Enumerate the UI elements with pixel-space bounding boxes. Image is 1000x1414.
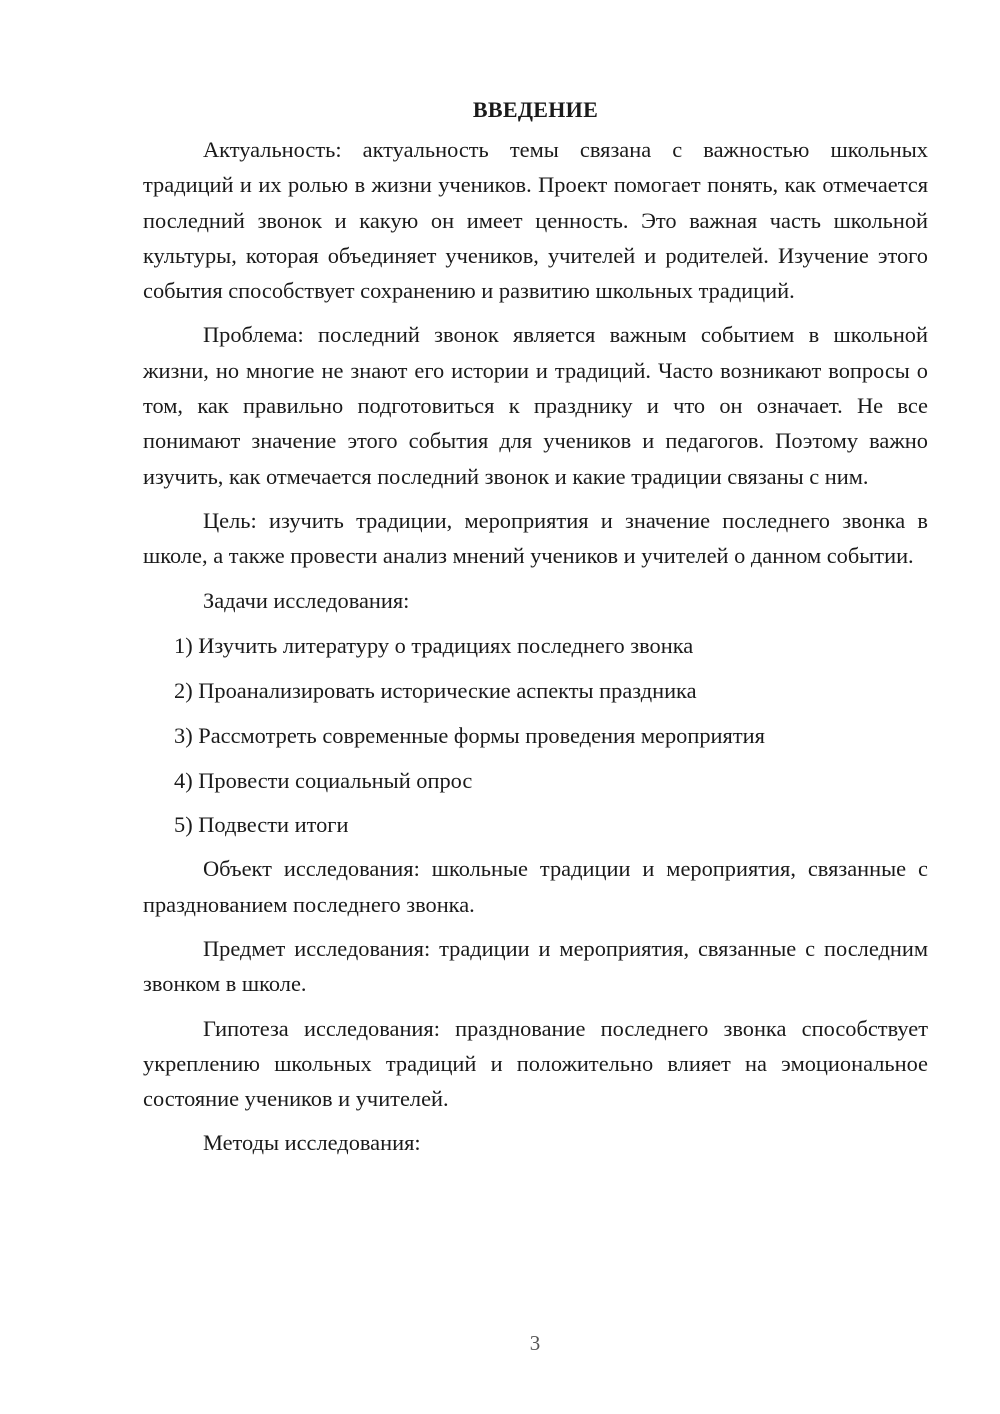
paragraph-hypothesis: Гипотеза исследования: празднование последнего звонка способствует укреплению школьных традиций и положительно влияет на эмоциональное состояние учеников и учителей. bbox=[143, 1015, 928, 1112]
list-item: 3) Рассмотреть современные формы проведения мероприятия bbox=[174, 722, 765, 748]
list-item: 5) Подвести итоги bbox=[174, 812, 349, 838]
tasks-list bbox=[143, 628, 928, 843]
paragraph-relevance: Актуальность: актуальность темы связана с важностью школьных традиций и их ролью в жизни учеников. Проект помогает понять, как отмечается последний звонок и какую он имеет ценность. Это важная часть школьной культуры, которая объединяет учеников, учителей и родителей. Изучение этого события способствует сохранению и развитию школьных традиций. bbox=[143, 137, 928, 304]
tasks-heading: Задачи исследования: bbox=[203, 587, 410, 613]
methods-heading: Методы исследования: bbox=[203, 1130, 421, 1156]
list-item: 2) Проанализировать исторические аспекты праздника bbox=[174, 677, 697, 703]
paragraph-problem: Проблема: последний звонок является важным событием в школьной жизни, но многие не знают его истории и традиций. Часто возникают вопросы о том, как правильно подготовиться к празднику и что он означает. Не все понимают значение этого события для учеников и педагогов. Поэтому важно изучить, как отмечается последний звонок и какие традиции связаны с ним. bbox=[143, 322, 928, 489]
page-title: ВВЕДЕНИЕ bbox=[472, 97, 599, 122]
paragraph-object: Объект исследования: школьные традиции и мероприятия, связанные с празднованием последнего звонка. bbox=[143, 856, 928, 917]
list-item: 1) Изучить литературу о традициях последнего звонка bbox=[174, 632, 694, 658]
document-page bbox=[143, 92, 928, 1161]
paragraph-goal: Цель: изучить традиции, мероприятия и значение последнего звонка в школе, а также провести анализ мнений учеников и учителей о данном событии. bbox=[143, 507, 928, 569]
paragraph-subject: Предмет исследования: традиции и мероприятия, связанные с последним звонком в школе. bbox=[143, 935, 928, 997]
page-number: 3 bbox=[529, 1331, 541, 1355]
list-item: 4) Провести социальный опрос bbox=[174, 767, 473, 793]
